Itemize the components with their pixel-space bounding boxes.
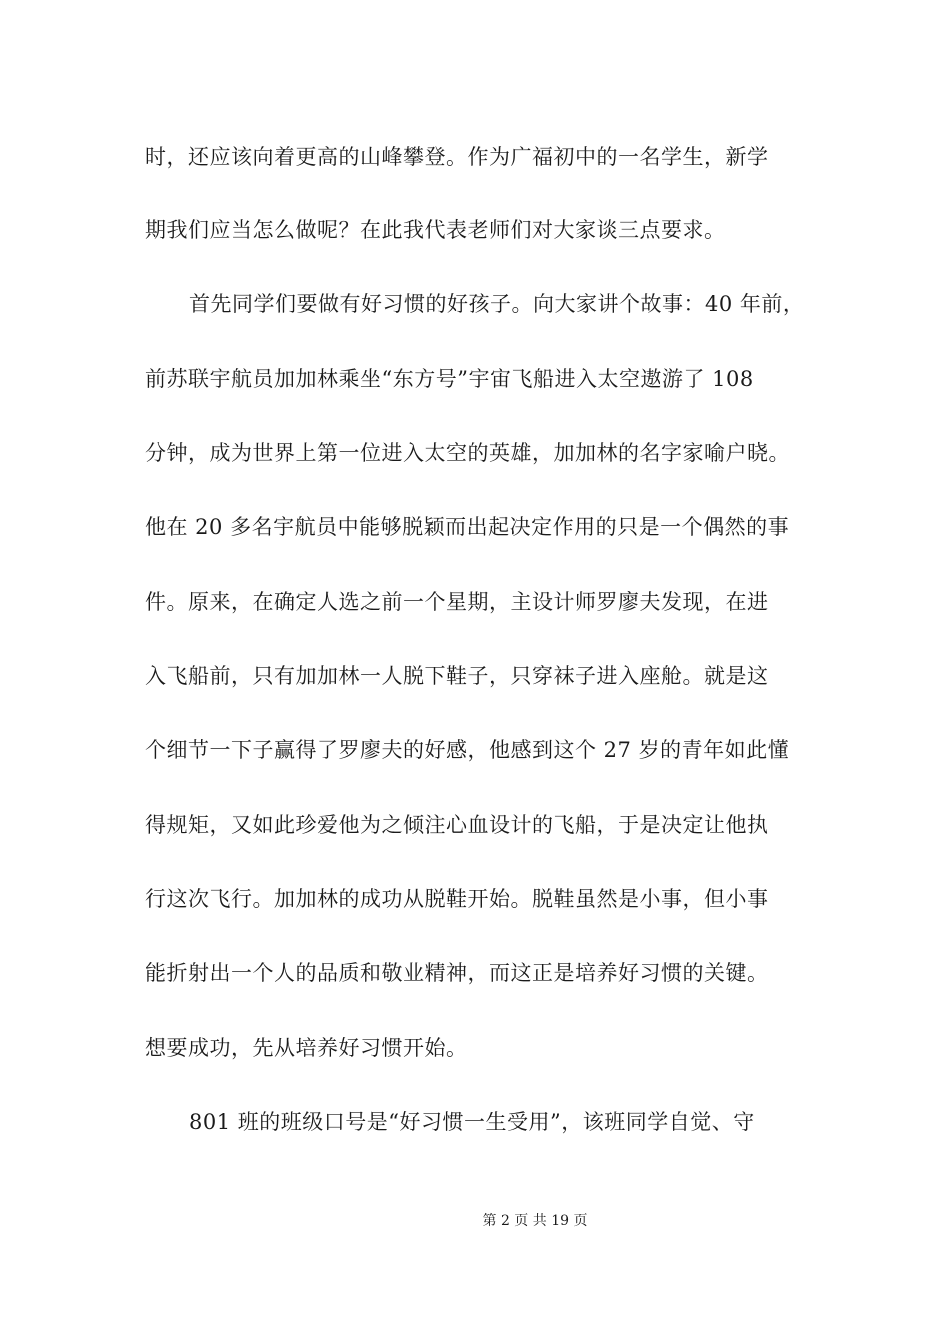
text-line-11: 行这次飞行。加加林的成功从脱鞋开始。脱鞋虽然是小事，但小事 xyxy=(145,887,769,911)
text-line-5: 分钟，成为世界上第一位进入太空的英雄，加加林的名字家喻户晓。 xyxy=(145,441,790,465)
text-line-8: 入飞船前，只有加加林一人脱下鞋子，只穿袜子进入座舱。就是这 xyxy=(145,664,769,688)
text-line-7: 件。原来，在确定人选之前一个星期，主设计师罗廖夫发现，在进 xyxy=(145,590,769,614)
page-number-footer: 第 2 页 共 19 页 xyxy=(482,1213,588,1229)
paragraph-start-line-14: 801 班的班级口号是“好习惯一生受用”，该班同学自觉、守 xyxy=(189,1110,755,1134)
text-line-9: 个细节一下子赢得了罗廖夫的好感，他感到这个 27 岁的青年如此懂 xyxy=(145,738,790,762)
text-line-4: 前苏联宇航员加加林乘坐“东方号”宇宙飞船进入太空遨游了 108 xyxy=(145,367,754,391)
text-line-2: 期我们应当怎么做呢？在此我代表老师们对大家谈三点要求。 xyxy=(145,218,726,242)
text-line-10: 得规矩，又如此珍爱他为之倾注心血设计的飞船，于是决定让他执 xyxy=(145,813,769,837)
text-line-6: 他在 20 多名宇航员中能够脱颖而出起决定作用的只是一个偶然的事 xyxy=(145,515,790,539)
text-line-12: 能折射出一个人的品质和敬业精神，而这正是培养好习惯的关键。 xyxy=(145,961,769,985)
paragraph-start-line-3: 首先同学们要做有好习惯的好孩子。向大家讲个故事：40 年前， xyxy=(189,292,805,316)
text-line-1: 时，还应该向着更高的山峰攀登。作为广福初中的一名学生，新学 xyxy=(145,145,769,169)
text-line-13: 想要成功，先从培养好习惯开始。 xyxy=(145,1036,468,1060)
